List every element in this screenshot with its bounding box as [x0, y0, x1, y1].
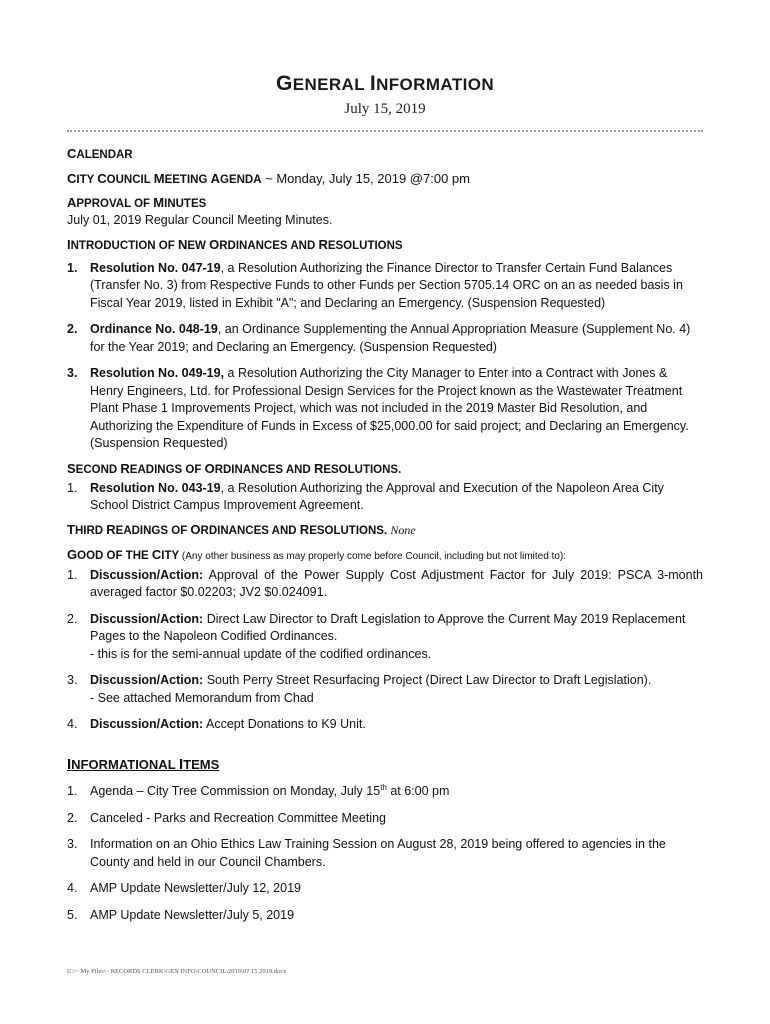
list-item	[67, 365, 703, 453]
item-number: 2.	[67, 611, 78, 626]
list-item	[67, 321, 703, 356]
item-title: Resolution No. 047-19	[90, 260, 221, 275]
second-cap-s: S	[67, 460, 76, 476]
item-text: Canceled - Parks and Recreation Committee Meeting	[90, 810, 386, 825]
third-cap-r2: R	[299, 521, 310, 537]
second-readings-list	[67, 480, 703, 515]
good-of-city-note: (Any other business as may properly come before Council, including but not limited to):	[179, 550, 567, 562]
intro-cap-o: O	[209, 236, 220, 252]
good-of-city-list	[67, 567, 703, 734]
item-text: AMP Update Newsletter/July 5, 2019	[90, 907, 295, 922]
minutes-heading	[67, 195, 703, 212]
list-item	[67, 716, 703, 734]
item-text-after: at 6:00 pm	[386, 784, 450, 798]
item-text: , an Ordinance Supplementing the Annual Appropriation Measure (Supplement No. 4) for the Year 2019; and Declaring an Emergency. (Suspension Requested)	[90, 322, 691, 354]
minutes-cap-a: A	[67, 195, 77, 210]
item-number: 3.	[67, 837, 78, 851]
item-number: 4.	[67, 881, 78, 895]
second-readings-heading	[67, 461, 703, 478]
item-text: Direct Law Director to Draft Legislation to Approve the Current May 2019 Replacement Pages to the Napoleon Codified Ordinances.	[90, 611, 686, 643]
minutes-part-inutes: INUTES	[164, 198, 207, 210]
calendar-heading-cap: C	[67, 146, 77, 161]
intro-part-es: ESOLUTIONS	[327, 239, 403, 252]
list-item	[67, 260, 703, 313]
second-part-eadings: EADINGS OF	[129, 463, 205, 476]
list-item	[67, 783, 703, 801]
list-item	[67, 907, 703, 925]
intro-cap-r: R	[318, 236, 328, 252]
info-part-tems: TEMS	[183, 756, 220, 772]
informational-items-heading	[67, 756, 703, 774]
intro-cap-n: N	[177, 236, 188, 252]
minutes-text: July 01, 2019 Regular Council Meeting Minutes.	[67, 213, 333, 227]
list-item	[67, 672, 703, 707]
introduction-list	[67, 260, 703, 453]
item-number: 3.	[67, 366, 78, 380]
item-number: 1.	[67, 480, 78, 495]
item-title: Discussion/Action:	[90, 611, 204, 626]
info-cap-it: I	[179, 755, 184, 773]
agenda-part-ouncil: OUNCIL	[106, 174, 154, 186]
item-text: South Perry Street Resurfacing Project (Direct Law Director to Draft Legislation).	[203, 673, 652, 687]
item-number: 5.	[67, 907, 78, 922]
intro-part-ew: EW	[187, 239, 210, 252]
introduction-heading	[67, 237, 703, 254]
document-body	[67, 146, 703, 924]
item-text: a Resolution Authorizing the City Manager to Enter into a Contract with Jones & Henry Engineers, Ltd. for Professional Design Services for the Project known as the Wastewater Treatment Plant Phase 1 Improvements Project, which was not included in the 2019 Master Bid Resolution, and Authorizing the Expenditure of Funds in Excess of $25,000.00 for said project; and Declaring an Emergency. (Suspension Requested)	[90, 366, 689, 450]
item-text: AMP Update Newsletter/July 12, 2019	[90, 881, 301, 895]
item-text: Information on an Ohio Ethics Law Training Session on August 28, 2019 being offered to agencies in the County and held in our Council Chambers.	[90, 837, 666, 869]
third-part-rd: RDINANCES AND	[200, 524, 300, 537]
dotted-divider	[67, 130, 703, 132]
title-initial-i: I	[369, 72, 377, 95]
agenda-cap-c: C	[67, 171, 77, 186]
item-text: Approval of the Power Supply Cost Adjustment Factor for July 2019: PSCA 3-month averaged factor $0.02203; JV2 $0.024091.	[90, 567, 703, 599]
document-title	[0, 72, 770, 96]
third-readings-none: None	[390, 522, 416, 537]
item-text: Accept Donations to K9 Unit.	[203, 717, 366, 731]
second-part-rd: RDINANCES AND	[214, 463, 314, 476]
second-part-es: ESOLUTIONS.	[323, 463, 402, 476]
item-text: Agenda – City Tree Commission on Monday, July 15	[90, 784, 381, 798]
calendar-heading-rest: ALENDAR	[76, 149, 133, 161]
good-part-ood: OOD OF THE	[77, 549, 152, 562]
item-title: Resolution No. 049-19,	[90, 366, 225, 380]
item-superscript: th	[380, 782, 387, 792]
third-cap-r: R	[106, 521, 116, 537]
item-title: Resolution No. 043-19	[90, 480, 221, 495]
intro-part-rd: RDINANCES AND	[219, 239, 319, 252]
second-cap-r: R	[120, 460, 130, 476]
agenda-cap-a: A	[210, 171, 220, 186]
second-cap-o: O	[204, 460, 215, 476]
item-number: 1.	[67, 567, 78, 582]
list-item	[67, 611, 703, 664]
good-cap-c: C	[151, 546, 162, 562]
item-number: 2.	[67, 322, 78, 336]
item-text: , a Resolution Authorizing the Finance Director to Transfer Certain Fund Balances (Transfer No. 3) from Respective Funds to other Funds per Section 5705.14 ORC on an as needed basis in Fiscal Year 2019, listed in Exhibit "A"; and Declaring an Emergency. (Suspension Requested)	[90, 260, 683, 310]
file-path-footer: U:\~ My Files\~ RECORDS CLERK\GEN INFO\COUNCIL\2019\07 15 2019.docx	[67, 968, 287, 975]
item-title: Discussion/Action:	[90, 567, 204, 582]
item-title: Discussion/Action:	[90, 717, 204, 731]
list-item	[67, 836, 703, 871]
minutes-part-pproval: PPROVAL OF	[76, 198, 154, 210]
document-date: July 15, 2019	[344, 101, 426, 117]
council-agenda-line	[67, 171, 703, 188]
agenda-part-eeting: EETING	[164, 174, 211, 186]
calendar-heading	[67, 146, 703, 163]
second-cap-r2: R	[313, 460, 324, 476]
list-item	[67, 480, 703, 515]
title-part-eneral: ENERAL	[292, 75, 370, 94]
item-subnote: - this is for the semi-annual update of the codified ordinances.	[90, 646, 432, 661]
title-initial-g: G	[275, 72, 293, 95]
agenda-date-time: ~ Monday, July 15, 2019 @7:00 pm	[261, 171, 470, 186]
good-of-city-heading	[67, 547, 703, 565]
info-cap-i: I	[67, 755, 72, 773]
third-readings-heading	[67, 522, 703, 539]
item-number: 3.	[67, 673, 78, 687]
item-number: 2.	[67, 810, 78, 825]
intro-cap-i: I	[67, 236, 71, 252]
third-part-es: ESOLUTIONS.	[309, 524, 388, 537]
list-item	[67, 567, 703, 602]
item-number: 1.	[67, 784, 78, 798]
third-part-hird: HIRD	[74, 524, 107, 537]
intro-part-ntro: NTRODUCTION OF	[70, 239, 178, 252]
item-text: , a Resolution Authorizing the Approval and Execution of the Napoleon Area City School District Campus Improvement Agreement.	[90, 480, 664, 512]
title-part-nformation: NFORMATION	[376, 75, 495, 94]
third-cap-t: T	[67, 521, 75, 537]
third-part-eadings: EADINGS OF	[115, 524, 191, 537]
item-number: 4.	[67, 717, 78, 731]
good-cap-g: G	[67, 546, 78, 562]
list-item	[67, 880, 703, 898]
info-part-nformational: NFORMATIONAL	[71, 756, 180, 772]
item-number: 1.	[67, 260, 78, 275]
agenda-cap-c2: C	[97, 171, 107, 186]
agenda-part-genda: GENDA	[220, 174, 262, 186]
agenda-part-ity: ITY	[76, 174, 98, 186]
list-item	[67, 810, 703, 828]
good-part-ity: ITY	[161, 549, 180, 562]
informational-list	[67, 783, 703, 924]
third-cap-o: O	[190, 521, 201, 537]
item-subnote: - See attached Memorandum from Chad	[90, 690, 314, 705]
item-title: Ordinance No. 048-19	[90, 322, 218, 336]
second-part-econd: ECOND	[75, 463, 121, 476]
item-title: Discussion/Action:	[90, 673, 204, 687]
minutes-cap-m: M	[153, 195, 165, 210]
agenda-cap-m: M	[153, 171, 165, 186]
